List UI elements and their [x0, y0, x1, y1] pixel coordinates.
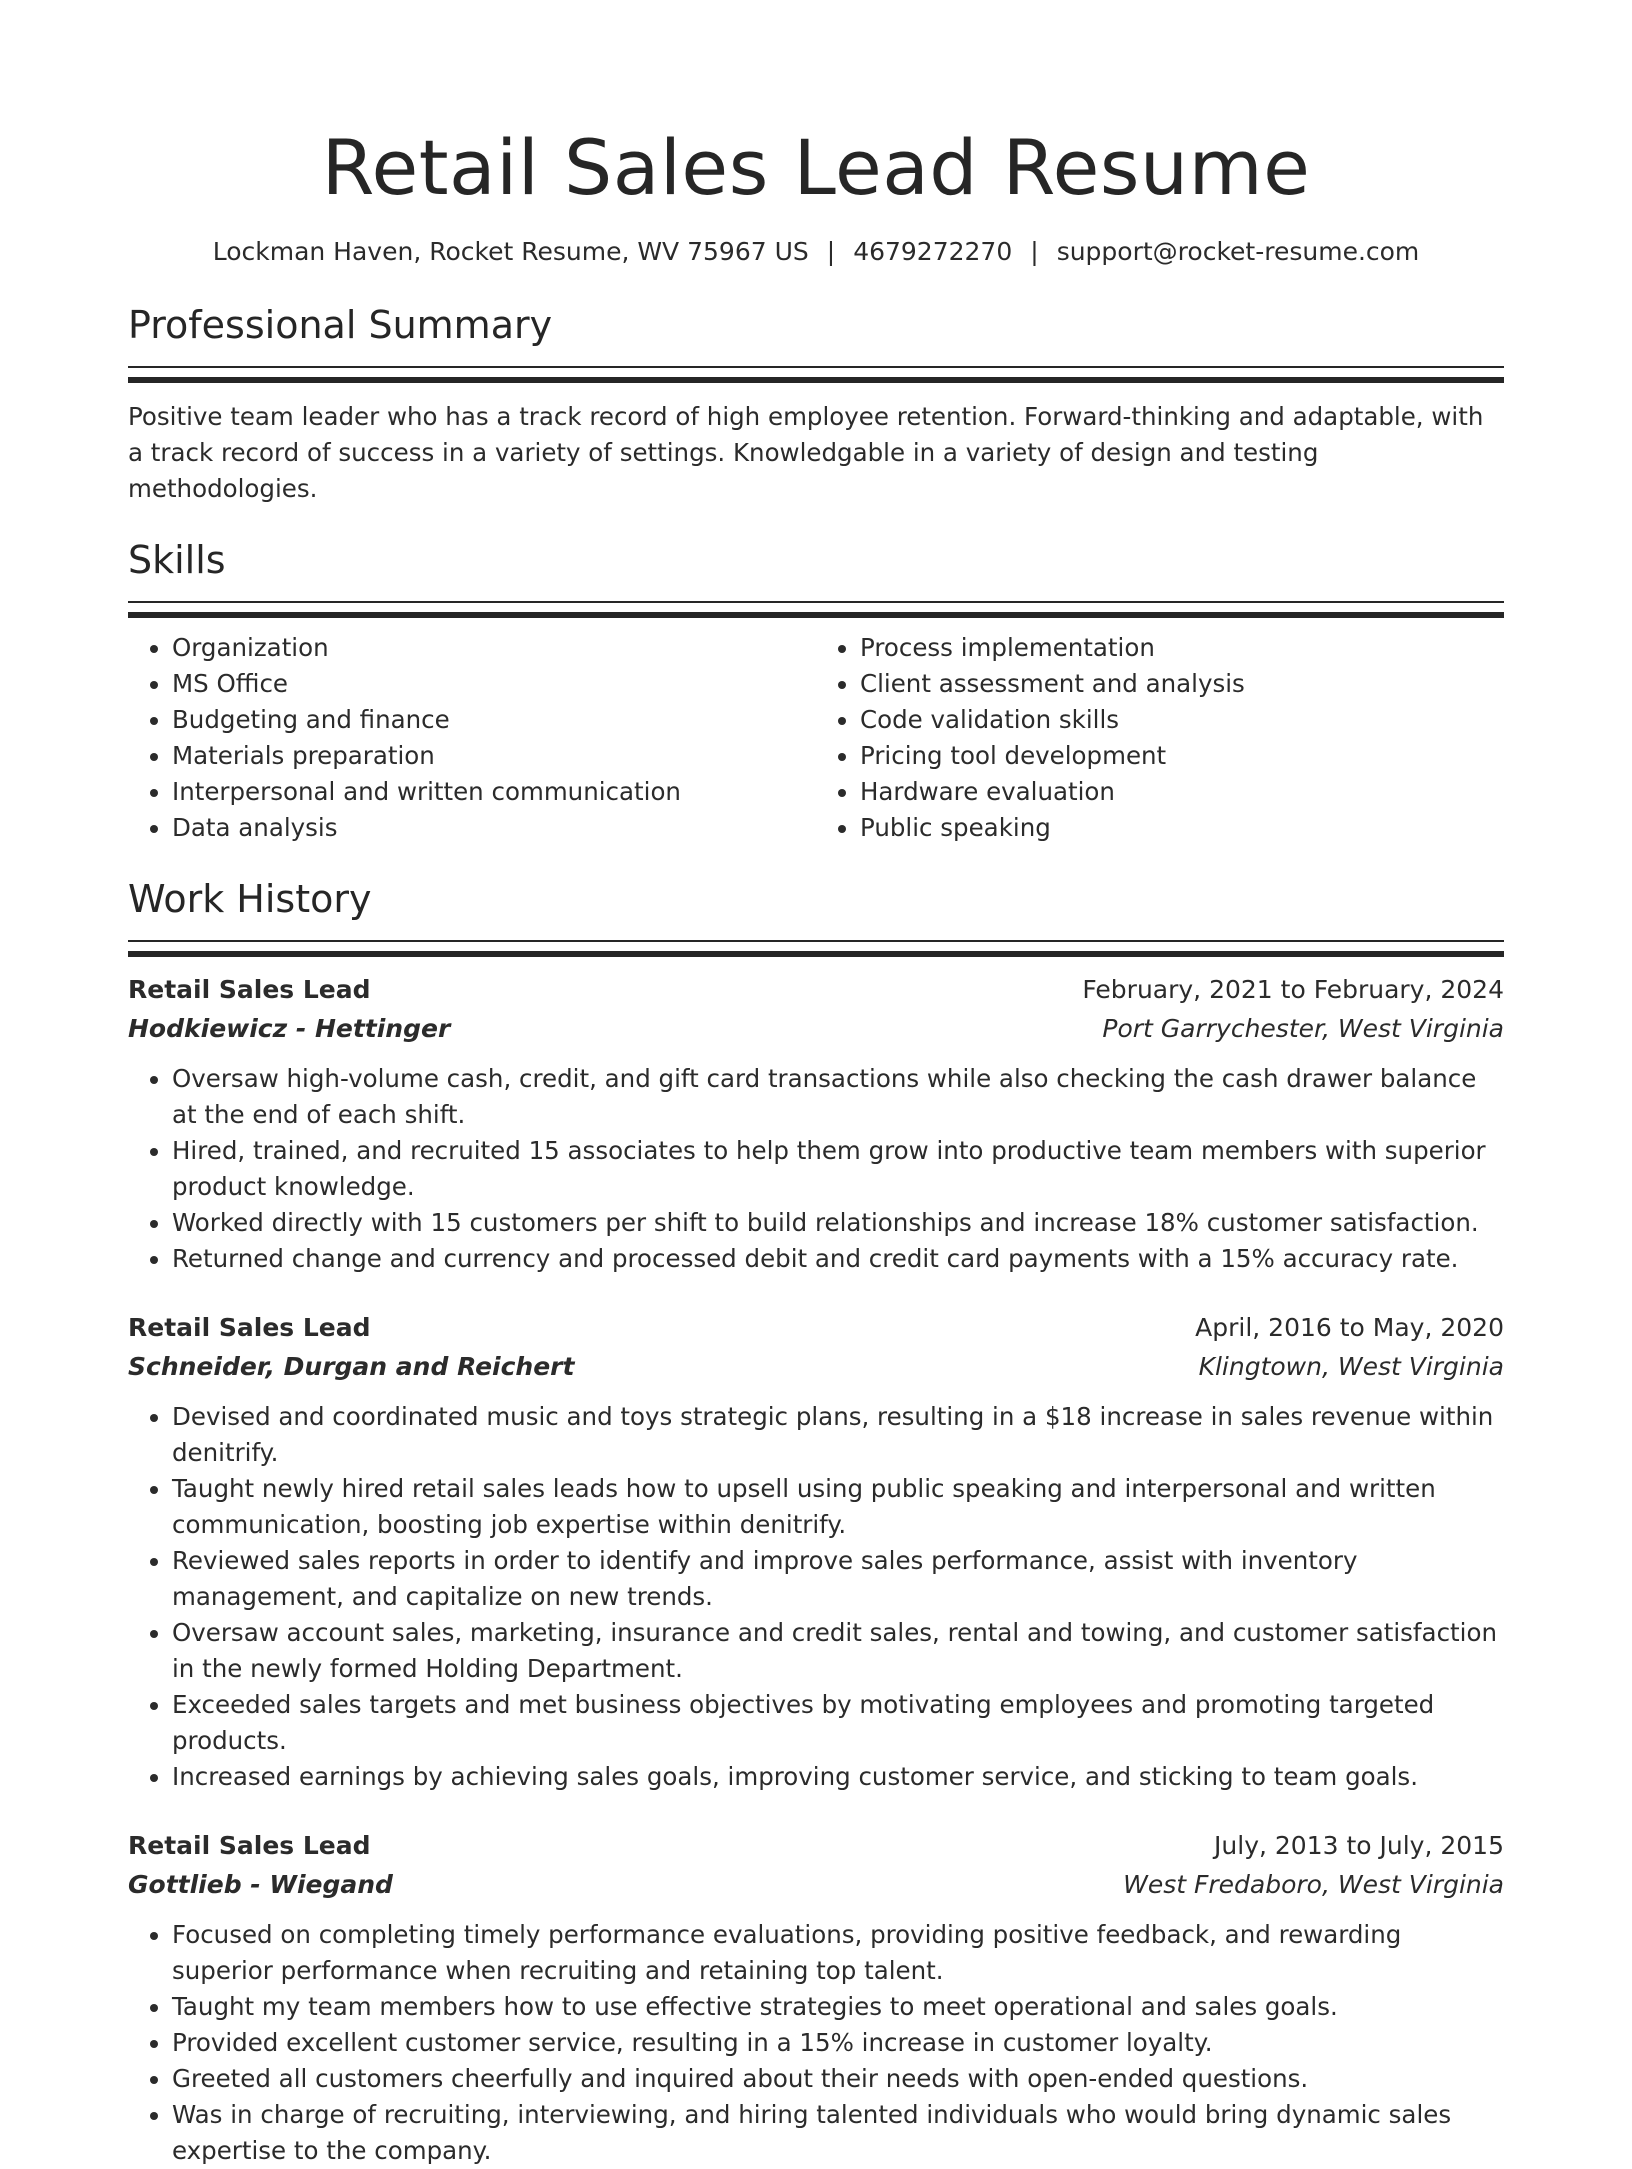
job-bullets [128, 1399, 1504, 1795]
section-divider [128, 940, 1504, 957]
job-company: Gottlieb - Wiegand [128, 1870, 393, 1899]
skill-item: • Client assessment and analysis [860, 666, 1504, 702]
job-bullet: • Oversaw account sales, marketing, insurance and credit sales, rental and towing, and customer satisfaction in the newly formed Holding Department. [172, 1615, 1504, 1687]
job-bullet: • Taught my team members how to use effective strategies to meet operational and sales goals. [172, 1989, 1504, 2025]
skills-columns [128, 630, 1504, 846]
skill-item: • Code validation skills [860, 702, 1504, 738]
section-divider [128, 601, 1504, 618]
job-bullet: • Was in charge of recruiting, interviewing, and hiring talented individuals who would bring dynamic sales expertise to the company. [172, 2097, 1504, 2169]
contact-phone: 4679272270 [853, 237, 1013, 266]
contact-email: support@rocket-resume.com [1056, 237, 1420, 266]
job-bullets [128, 1061, 1504, 1277]
summary-section [128, 300, 1504, 507]
job-dates: April, 2016 to May, 2020 [1195, 1313, 1504, 1342]
job-bullet: • Exceeded sales targets and met business objectives by motivating employees and promoting targeted products. [172, 1687, 1504, 1759]
job-bullet: • Provided excellent customer service, resulting in a 15% increase in customer loyalty. [172, 2025, 1504, 2061]
job-header-row [128, 1309, 1504, 1347]
job-company-row [128, 1865, 1504, 1905]
work-history-section [128, 874, 1504, 2169]
job-dates: July, 2013 to July, 2015 [1214, 1831, 1504, 1860]
job-bullet: • Returned change and currency and processed debit and credit card payments with a 15% accuracy rate. [172, 1241, 1504, 1277]
skill-item: • Data analysis [172, 810, 816, 846]
skills-list-left [128, 630, 816, 846]
contact-line [128, 234, 1504, 270]
job-title: Retail Sales Lead [128, 975, 371, 1004]
skill-item: • Process implementation [860, 630, 1504, 666]
job-bullet: • Hired, trained, and recruited 15 associates to help them grow into productive team members with superior product knowledge. [172, 1133, 1504, 1205]
skills-section [128, 535, 1504, 846]
job-location: West Fredaboro, West Virginia [1123, 1870, 1504, 1899]
skill-item: • MS Office [172, 666, 816, 702]
job-header-row [128, 1827, 1504, 1865]
job-entry [128, 971, 1504, 1277]
job-location: Klingtown, West Virginia [1198, 1352, 1504, 1381]
job-bullet: • Reviewed sales reports in order to identify and improve sales performance, assist with inventory management, and capitalize on new trends. [172, 1543, 1504, 1615]
summary-text: Positive team leader who has a track record of high employee retention. Forward-thinking and adaptable, with a track record of success in a variety of settings. Knowledgable in a variety of design and testing methodologies. [128, 402, 1484, 503]
skills-list-right [816, 630, 1504, 846]
skill-item: • Organization [172, 630, 816, 666]
section-heading: Professional Summary [128, 303, 553, 347]
skill-item: • Pricing tool development [860, 738, 1504, 774]
job-company-row [128, 1347, 1504, 1387]
job-bullet: • Increased earnings by achieving sales goals, improving customer service, and sticking to team goals. [172, 1759, 1504, 1795]
job-dates: February, 2021 to February, 2024 [1082, 975, 1504, 1004]
section-heading: Work History [128, 877, 372, 921]
job-entry [128, 1309, 1504, 1795]
contact-separator: | [1030, 237, 1039, 266]
job-bullet: • Taught newly hired retail sales leads how to upsell using public speaking and interpersonal and written communication, boosting job expertise within denitrify. [172, 1471, 1504, 1543]
job-company-row [128, 1009, 1504, 1049]
skill-item: • Public speaking [860, 810, 1504, 846]
job-bullet: • Focused on completing timely performance evaluations, providing positive feedback, and rewarding superior performance when recruiting and retaining top talent. [172, 1917, 1504, 1989]
job-location: Port Garrychester, West Virginia [1102, 1014, 1504, 1043]
skill-item: • Budgeting and finance [172, 702, 816, 738]
job-title: Retail Sales Lead [128, 1831, 371, 1860]
contact-address: Lockman Haven, Rocket Resume, WV 75967 US [212, 237, 809, 266]
job-company: Schneider, Durgan and Reichert [128, 1352, 575, 1381]
job-bullet: • Oversaw high-volume cash, credit, and gift card transactions while also checking the cash drawer balance at the end of each shift. [172, 1061, 1504, 1133]
job-bullet: • Greeted all customers cheerfully and inquired about their needs with open-ended questions. [172, 2061, 1504, 2097]
section-divider [128, 366, 1504, 383]
section-heading: Skills [128, 538, 226, 582]
resume-title: Retail Sales Lead Resume [321, 123, 1311, 212]
skill-item: • Interpersonal and written communication [172, 774, 816, 810]
job-entry [128, 1827, 1504, 2169]
skill-item: • Hardware evaluation [860, 774, 1504, 810]
job-bullet: • Devised and coordinated music and toys strategic plans, resulting in a $18 increase in sales revenue within denitrify. [172, 1399, 1504, 1471]
job-title: Retail Sales Lead [128, 1313, 371, 1342]
contact-separator: | [826, 237, 836, 266]
skill-item: • Materials preparation [172, 738, 816, 774]
job-bullet: • Worked directly with 15 customers per shift to build relationships and increase 18% customer satisfaction. [172, 1205, 1504, 1241]
job-header-row [128, 971, 1504, 1009]
job-company: Hodkiewicz - Hettinger [128, 1014, 451, 1043]
job-bullets [128, 1917, 1504, 2169]
